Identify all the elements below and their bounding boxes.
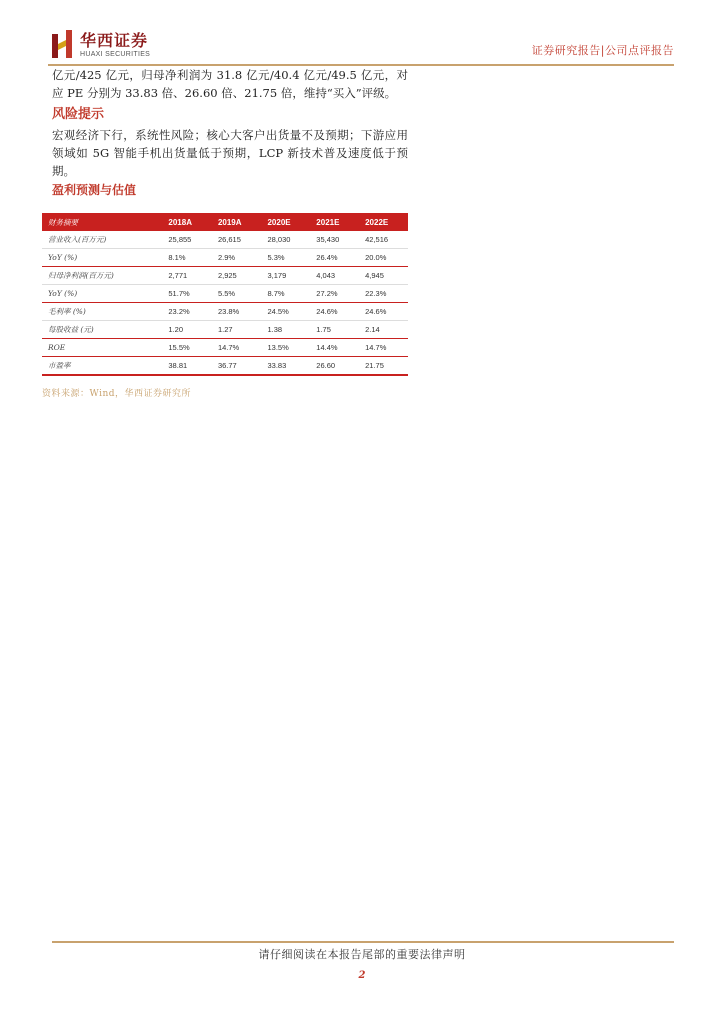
page-number: 2 (358, 970, 366, 981)
row-label: 市盈率 (42, 357, 162, 376)
page-header (48, 30, 676, 64)
table-row (42, 321, 408, 339)
table-cell: 8.7% (261, 285, 310, 303)
table-cell: 4,043 (310, 267, 359, 285)
header-cell: 2018A (162, 213, 212, 231)
table-cell: 1.75 (310, 321, 359, 339)
header-cell: 2021E (310, 213, 359, 231)
row-label: 毛利率 (%) (42, 303, 162, 321)
table-cell: 13.5% (261, 339, 310, 357)
table-row (42, 339, 408, 357)
table-cell: 22.3% (359, 285, 408, 303)
rating-paragraph: 亿元/425 亿元，归母净利润为 31.8 亿元/40.4 亿元/49.5 亿元，对应 PE 分别为 33.83 倍、26.60 倍、21.75 倍，维持“买入”评级。 (52, 68, 408, 100)
row-label: 营业收入(百万元) (42, 231, 162, 249)
table-cell: 2.9% (212, 249, 262, 267)
row-label: 每股收益 (元) (42, 321, 162, 339)
table-source-note: 资料来源：Wind，华西证券研究所 (42, 389, 192, 399)
brand-name-en: HUAXI SECURITIES (80, 51, 151, 58)
table-cell: 20.0% (359, 249, 408, 267)
table-cell: 15.5% (162, 339, 212, 357)
table-cell: 26.60 (310, 357, 359, 376)
row-label: YoY (%) (42, 249, 162, 267)
table-cell: 26.4% (310, 249, 359, 267)
table-cell: 14.7% (212, 339, 262, 357)
table-cell: 35,430 (310, 231, 359, 249)
table-cell: 25,855 (162, 231, 212, 249)
table-cell: 36.77 (212, 357, 262, 376)
header-cell: 2020E (261, 213, 310, 231)
table-cell: 5.5% (212, 285, 262, 303)
table-cell: 1.27 (212, 321, 262, 339)
table-cell: 42,516 (359, 231, 408, 249)
table-cell: 33.83 (261, 357, 310, 376)
table-cell: 23.8% (212, 303, 262, 321)
table-cell: 23.2% (162, 303, 212, 321)
table-title: 盈利预测与估值 (52, 183, 137, 197)
table-cell: 8.1% (162, 249, 212, 267)
table-cell: 14.4% (310, 339, 359, 357)
risk-title: 风险提示 (52, 107, 105, 122)
table-cell: 1.38 (261, 321, 310, 339)
table-cell: 24.6% (310, 303, 359, 321)
table-cell: 27.2% (310, 285, 359, 303)
footer-divider (52, 941, 674, 943)
huaxi-logo-icon (52, 30, 74, 60)
table-cell: 21.75 (359, 357, 408, 376)
table-cell: 2.14 (359, 321, 408, 339)
table-cell: 28,030 (261, 231, 310, 249)
header-cell: 2019A (212, 213, 262, 231)
table-row (42, 285, 408, 303)
table-cell: 1.20 (162, 321, 212, 339)
table-cell: 3,179 (261, 267, 310, 285)
row-label: YoY (%) (42, 285, 162, 303)
report-type: 证券研究报告|公司点评报告 (531, 44, 674, 57)
table-cell: 24.6% (359, 303, 408, 321)
table-header-row (42, 213, 408, 231)
main-content (52, 66, 408, 202)
table-cell: 2,771 (162, 267, 212, 285)
table-row (42, 357, 408, 376)
table-row (42, 267, 408, 285)
table-cell: 5.3% (261, 249, 310, 267)
table-cell: 51.7% (162, 285, 212, 303)
brand-name-cn: 华西证券 (80, 31, 149, 50)
row-label: 归母净利润(百万元) (42, 267, 162, 285)
risk-paragraph: 宏观经济下行，系统性风险；核心大客户出货量不及预期；下游应用领域如 5G 智能手机出货量低于预期，LCP 新技术普及速度低于预期。 (52, 128, 408, 178)
table-row (42, 249, 408, 267)
table-cell: 2,925 (212, 267, 262, 285)
financial-summary-table (42, 213, 408, 376)
table-row (42, 303, 408, 321)
table-cell: 14.7% (359, 339, 408, 357)
table-cell: 38.81 (162, 357, 212, 376)
table-row (42, 231, 408, 249)
row-label: ROE (42, 339, 162, 357)
header-cell: 财务摘要 (42, 213, 162, 231)
table-cell: 26,615 (212, 231, 262, 249)
brand-name (80, 32, 150, 59)
table-cell: 24.5% (261, 303, 310, 321)
legal-disclaimer: 请仔细阅读在本报告尾部的重要法律声明 (258, 948, 466, 961)
table-cell: 4,945 (359, 267, 408, 285)
header-cell: 2022E (359, 213, 408, 231)
